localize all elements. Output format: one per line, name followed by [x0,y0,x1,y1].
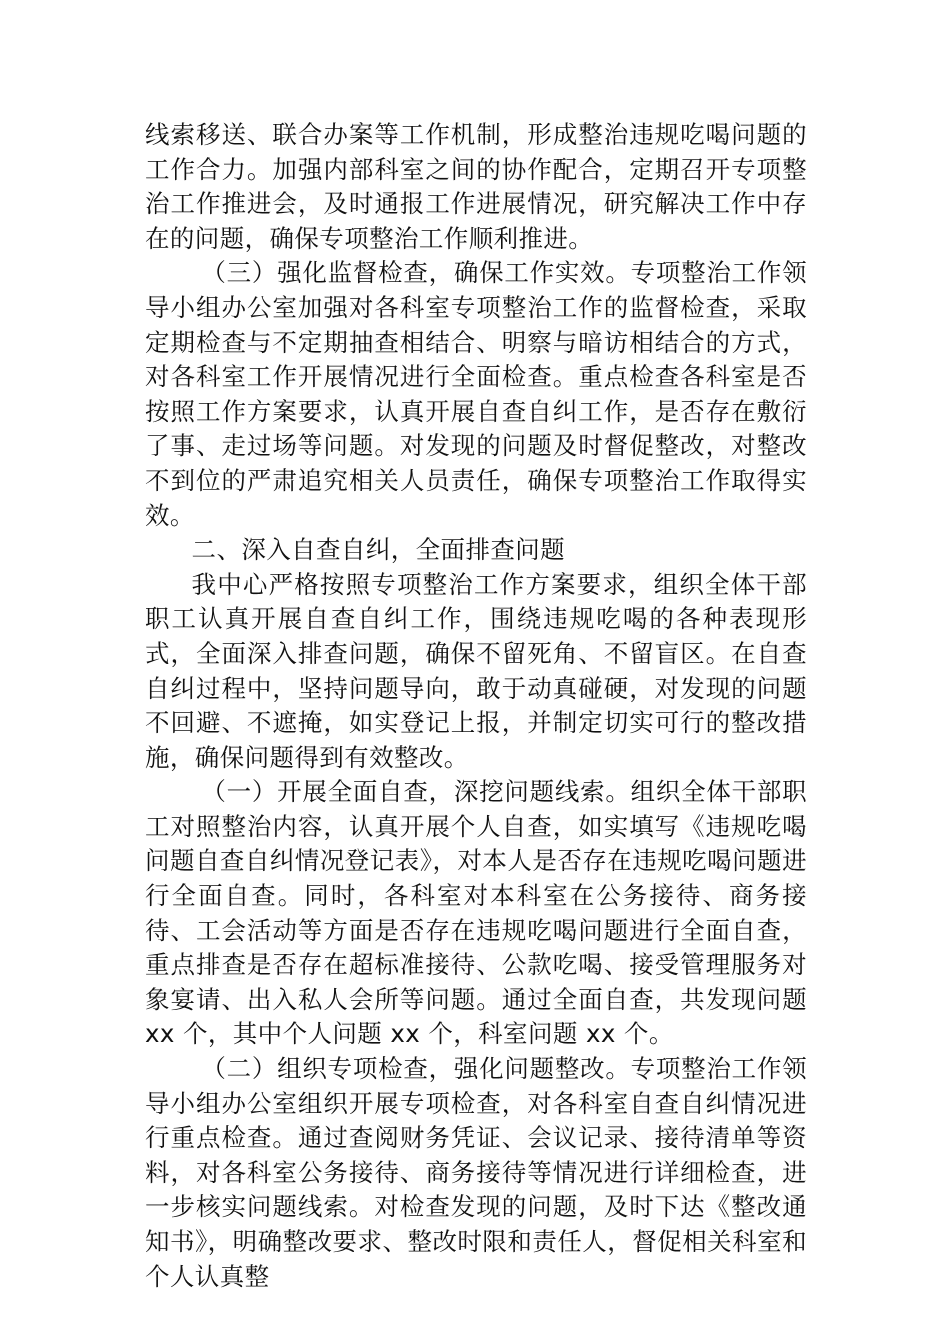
section-heading-self-inspection: 二、深入自查自纠，全面排查问题 [191,535,566,565]
paragraph-cooperation-mechanism: 线索移送、联合办案等工作机制，形成整治违规吃喝问题的工作合力。加强内部科室之间的协作配合，定期召开专项整治工作推进会，及时通报工作进展情况，研究解决工作中存在的问题，确保专项整治工作顺利推进。 [145,120,807,253]
paragraph-special-inspection: （二）组织专项检查，强化问题整改。专项整治工作领导小组办公室组织开展专项检查，对各科室自查自纠情况进行重点检查。通过查阅财务凭证、会议记录、接待清单等资料，对各科室公务接待、商务接待等情况进行详细检查，进一步核实问题线索。对检查发现的问题，及时下达《整改通知书》，明确整改要求、整改时限和责任人，督促相关科室和个人认真整 [145,1054,807,1291]
paragraph-self-inspection-overview: 我中心严格按照专项整治工作方案要求，组织全体干部职工认真开展自查自纠工作，围绕违规吃喝的各种表现形式，全面深入排查问题，确保不留死角、不留盲区。在自查自纠过程中，坚持问题导向，敢于动真碰硬，对发现的问题不回避、不遮掩，如实登记上报，并制定切实可行的整改措施，确保问题得到有效整改。 [145,569,807,772]
paragraph-comprehensive-self-check: （一）开展全面自查，深挖问题线索。组织全体干部职工对照整治内容，认真开展个人自查，如实填写《违规吃喝问题自查自纠情况登记表》，对本人是否存在违规吃喝问题进行全面自查。同时，各科室对本科室在公务接待、商务接待、工会活动等方面是否存在违规吃喝问题进行全面自查，重点排查是否存在超标准接待、公款吃喝、接受管理服务对象宴请、出入私人会所等问题。通过全面自查，共发现问题 xx 个，其中个人问题 xx 个，科室问题 xx 个。 [145,777,807,1049]
document-page [145,118,807,1294]
paragraph-supervision-inspection: （三）强化监督检查，确保工作实效。专项整治工作领导小组办公室加强对各科室专项整治工作的监督检查，采取定期检查与不定期抽查相结合、明察与暗访相结合的方式，对各科室工作开展情况进行全面检查。重点检查各科室是否按照工作方案要求，认真开展自查自纠工作，是否存在敷衍了事、走过场等问题。对发现的问题及时督促整改，对整改不到位的严肃追究相关人员责任，确保专项整治工作取得实效。 [145,258,807,530]
